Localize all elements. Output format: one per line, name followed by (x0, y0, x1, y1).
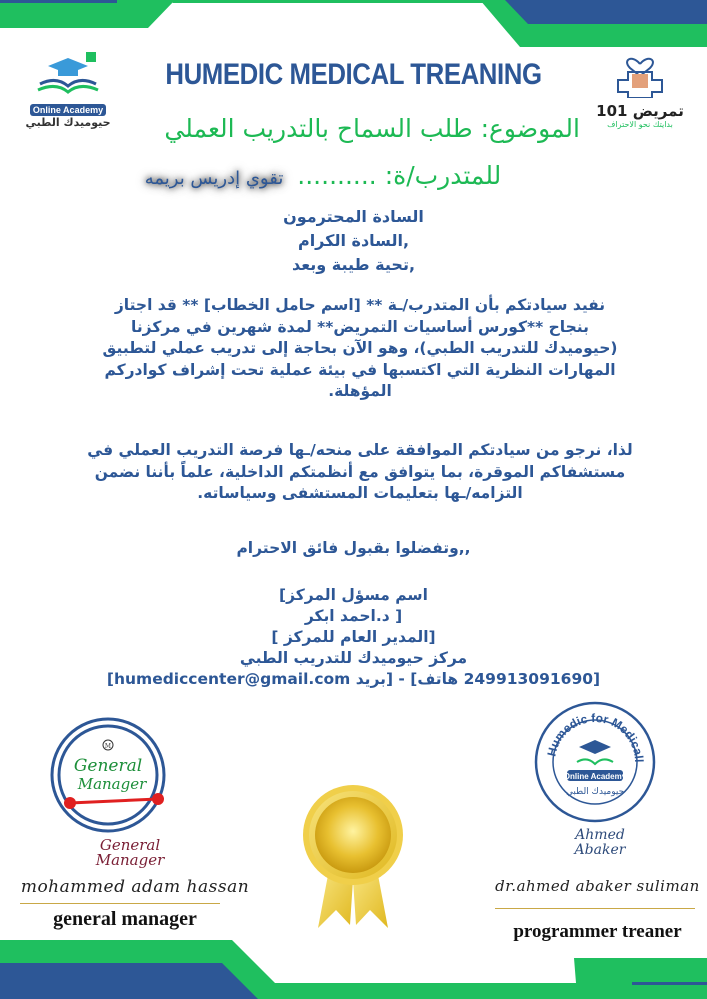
closing-line: ,,وتفضلوا بقبول فائق الاحترام (236, 539, 471, 557)
svg-text:General: General (73, 756, 143, 776)
left-logo-arabic-name: حيوميدك الطبي (25, 116, 111, 129)
subject-line: الموضوع: طلب السماح بالتدريب العملي (164, 114, 580, 143)
nursing-101-logo (592, 48, 688, 132)
signature-line-3: [المدير العام للمركز ] (271, 628, 436, 646)
signature-line-2: [ د.احمد ابكر (304, 607, 403, 625)
trainee-dots: .......... (297, 161, 377, 190)
svg-text:حيوميدك الطبي: حيوميدك الطبي (565, 787, 625, 797)
svg-text:M: M (104, 743, 112, 750)
signature-line-4: مركز حيوميدك للتدريب الطبي (239, 649, 468, 667)
paragraph-1: نفيد سيادتكم بأن المتدرب/ـة ** [اسم حامل الخطاب] ** قد اجتاز بنجاح **كورس أساسيات التمريض** لمدة شهرين في مركزنا (حيوميدك للتدريب الطبي)، وهو الآن بحاجة إلى تدريب عملي لتطبيق المهارات النظرية التي اكتسبها في بيئة عملية تحت إشراف كوادركم المؤهلة. (102, 296, 618, 400)
left-signatory-role: general manager (53, 908, 197, 930)
gold-medal-icon (298, 780, 408, 930)
heart-cross-book-icon (592, 48, 688, 98)
left-signature-line (20, 903, 220, 904)
signature-line-1: اسم مسؤل المركز] (279, 586, 428, 604)
paragraph-2: لذا، نرجو من سيادتكم الموافقة على منحه/ـها فرصة التدريب العملي في مستشفاكم الموقرة، بما يتوافق مع أنظمتكم الداخلية، علماً بأننا نضمن التزامه/ـها بتعليمات المستشفى وسياساته. (87, 441, 633, 502)
right-signature-line (495, 908, 695, 909)
greeting-line-2: ,السادة الكرام (297, 231, 410, 250)
trainee-label: للمتدرب/ة: (384, 161, 502, 190)
svg-text:Manager: Manager (77, 775, 147, 793)
nursing-101-tagline: بدايتك نحو الاحتراف (607, 120, 673, 129)
humedic-academy-seal (533, 700, 657, 824)
svg-text:Humedic for Medicall: Humedic for Medicall (544, 710, 647, 763)
signature-block (70, 585, 637, 690)
page-title: HUMEDIC MEDICAL TREANING (165, 58, 542, 91)
right-signatory-name: dr.ahmed abaker suliman (495, 877, 700, 895)
trainee-line (60, 160, 580, 195)
svg-text:Online Academy: Online Academy (563, 772, 627, 781)
nursing-101-title: تمريض 101 (596, 102, 684, 120)
trainee-name: تقوي إدريس بريمه (139, 168, 290, 189)
greeting-line-1: السادة المحترمون (283, 207, 424, 226)
left-signature (80, 838, 180, 868)
left-signature-text: General Manager (95, 836, 165, 869)
greeting-line-3: ,تحية طيبة وبعد (291, 255, 416, 274)
right-signature: Ahmed Abaker (574, 827, 626, 858)
contact-line: [249913091690 هاتف] - [بريد humediccenter@gmail.com] (106, 670, 601, 688)
online-academy-badge: Online Academy (30, 104, 106, 116)
general-manager-seal (48, 715, 168, 835)
right-signatory-role: programmer treaner (513, 921, 682, 942)
left-signatory-name: mohammed adam hassan (20, 877, 250, 897)
greeting-block (70, 205, 637, 277)
